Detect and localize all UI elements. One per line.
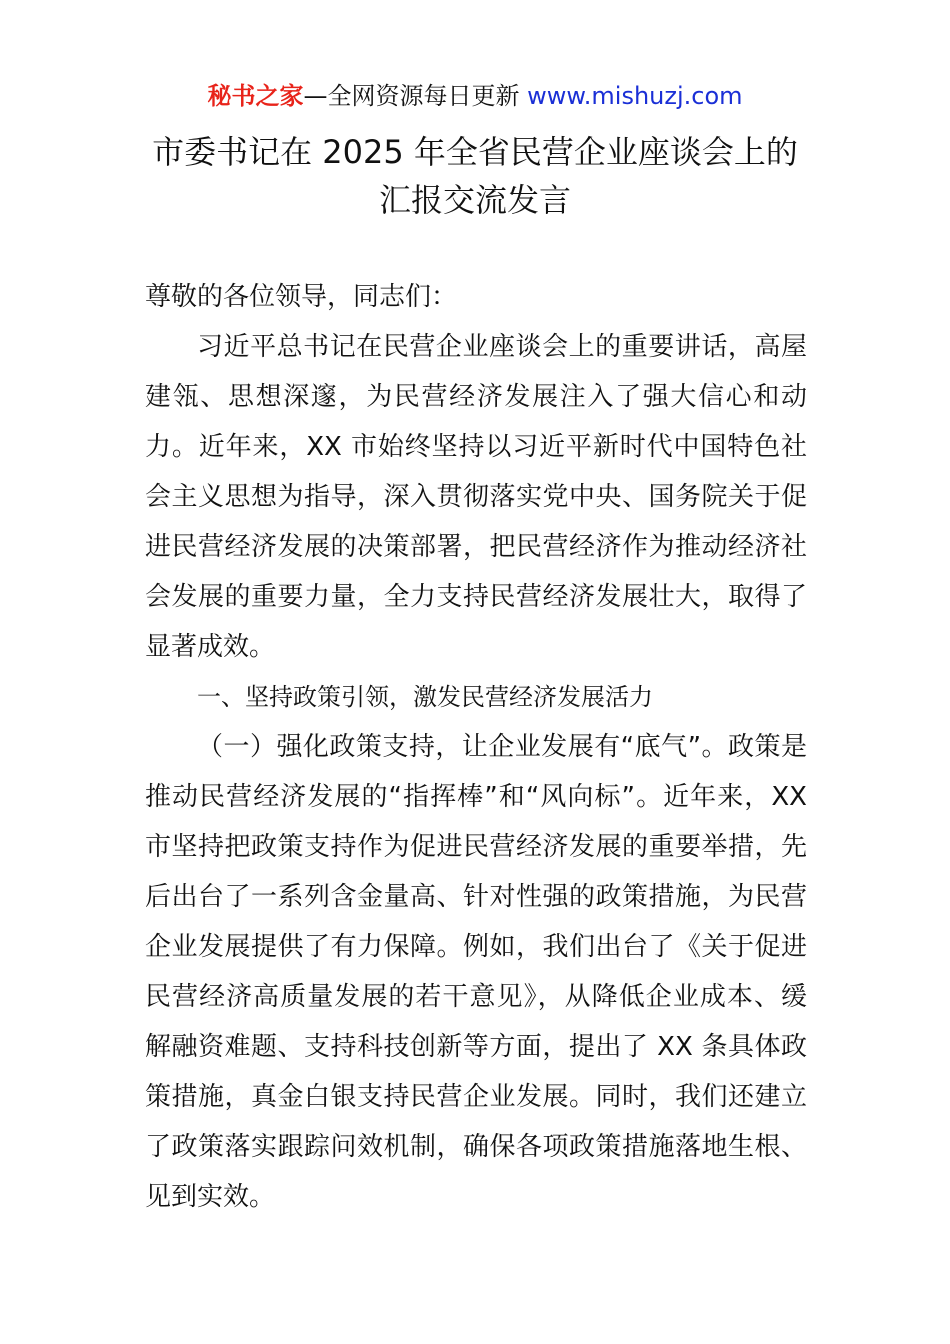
banner-url-link[interactable]: www.mishuzj.com xyxy=(527,82,743,110)
site-banner xyxy=(0,80,950,112)
title-line-1: 市委书记在 2025 年全省民营企业座谈会上的 xyxy=(152,133,798,171)
paragraph-intro: 习近平总书记在民营企业座谈会上的重要讲话，高屋建瓴、思想深邃，为民营经济发展注入了强大信心和动力。近年来，XX 市始终坚持以习近平新时代中国特色社会主义思想为指导，深入贯彻落实党中央、国务院关于促进民营经济发展的决策部署，把民营经济作为推动经济社会发展的重要力量，全力支持民营经济发展壮大，取得了显著成效。 xyxy=(145,332,807,662)
section-heading-1: 一、坚持政策引领，激发民营经济发展活力 xyxy=(197,683,653,711)
banner-tagline: —全网资源每日更新 xyxy=(303,82,520,110)
document-body xyxy=(145,272,807,1222)
paragraph-policy-support: （一）强化政策支持，让企业发展有“底气”。政策是推动民营经济发展的“指挥棒”和“风向标”。近年来，XX 市坚持把政策支持作为促进民营经济发展的重要举措，先后出台了一系列含金量高、针对性强的政策措施，为民营企业发展提供了有力保障。例如，我们出台了《关于促进民营经济高质量发展的若干意见》，从降低企业成本、缓解融资难题、支持科技创新等方面，提出了 XX 条具体政策措施，真金白银支持民营企业发展。同时，我们还建立了政策落实跟踪问效机制，确保各项政策措施落地生根、见到实效。 xyxy=(145,732,807,1212)
document-title xyxy=(0,128,950,224)
salutation: 尊敬的各位领导，同志们： xyxy=(145,282,458,312)
title-line-2: 汇报交流发言 xyxy=(378,181,571,219)
banner-brand: 秘书之家 xyxy=(207,82,304,110)
